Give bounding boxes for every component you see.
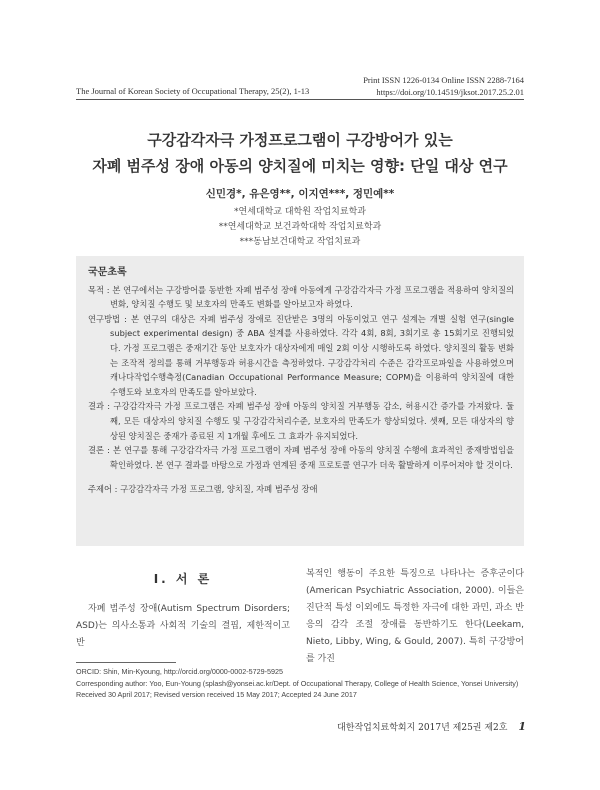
- section-title: Ⅰ. 서 론: [153, 572, 213, 586]
- affiliations: [0, 205, 600, 250]
- abstract-purpose: 목적 : 본 연구에서는 구강방어를 동반한 자폐 범주성 장애 아동에게 구강감각자극 가정 프로그램을 적용하여 양치질의 변화, 양치질 수행도 및 보호자의 만족도 변화를 알아보고자 하였다.: [88, 284, 514, 310]
- affiliation-2: **연세대학교 보건과학대학 작업치료학과: [218, 222, 382, 232]
- footnotes: [76, 666, 536, 701]
- abstract-keywords: 주제어 : 구강감각자극 가정 프로그램, 양치질, 자폐 범주성 장애: [88, 484, 318, 495]
- affiliation-1: *연세대학교 대학원 작업치료학과: [234, 207, 366, 217]
- abstract-results: 결과 : 구강감각자극 가정 프로그램은 자폐 범주성 장애 아동의 양치질 거부행동 감소, 허용시간 증가를 가져왔다. 둘째, 모든 대상자의 양치질 수행도 및 구강감각처리수준, 보호자의 만족도가 향상되었다. 셋째, 모든 대상자의 향상된 양치질은 중재가 종료된 지 1개월 후에도 그 효과가 유지되었다.: [88, 401, 514, 441]
- abstract-conclusion: 결론 : 본 연구를 통해 구강감각자극 가정 프로그램이 자폐 범주성 장애 아동의 양치질 수행에 효과적인 중재방법임을 확인하였다. 본 연구 결과를 바탕으로 가정과 연계된 중재 프로토콜 연구가 더욱 활발하게 이루어져야 할 것이다.: [88, 445, 514, 470]
- doi-link[interactable]: https://doi.org/10.14519/jksot.2017.25.2.01: [376, 87, 524, 97]
- abstract-box: [76, 256, 524, 546]
- title-line-2: 자폐 범주성 장애 아동의 양치질에 미치는 영향: 단일 대상 연구: [92, 157, 508, 175]
- title-line-1: 구강감각자극 가정프로그램이 구강방어가 있는: [147, 131, 453, 149]
- footnote-divider: [76, 662, 176, 663]
- issn-line: Print ISSN 1226-0134 Online ISSN 2288-7164: [363, 75, 524, 85]
- abstract-heading: 국문초록: [88, 267, 127, 278]
- orcid-note: ORCID: Shin, Min-Kyoung, http://orcid.org/0000-0002-5729-5925: [76, 667, 283, 676]
- footer-journal-name: 대한작업치료학회지 2017년 제25권 제2호: [337, 723, 508, 733]
- left-column: [76, 566, 290, 652]
- page-number: 1: [518, 720, 526, 733]
- journal-citation: The Journal of Korean Society of Occupational Therapy, 25(2), 1-13: [76, 86, 310, 96]
- paper-title: [60, 127, 540, 179]
- issn-doi-block: [363, 74, 524, 98]
- body-text-right: 복적인 행동이 주요한 특징으로 나타나는 증후군이다(American Psychiatric Association, 2000). 이들은 진단적 특성 이외에도 특정한 자극에 대한 과민, 과소 반응의 감각 조절 장애를 동반하기도 한다(Leekam, Nieto, Libby, Wing, & Gould, 2007). 특히 구강방어를 가진: [306, 569, 524, 664]
- page-footer: [337, 720, 526, 733]
- received-dates-note: Received 30 April 2017; Revised version received 15 May 2017; Accepted 24 June 2017: [76, 690, 357, 699]
- corresponding-author-note: Corresponding author: Yoo, Eun-Young (splash@yonsei.ac.kr/Dept. of Occupational Therapy, College of Health Science, Yonsei University): [76, 678, 519, 688]
- body-text-left: 자폐 범주성 장애(Autism Spectrum Disorders; ASD)는 의사소통과 사회적 기술의 결핍, 제한적이고 반: [76, 604, 290, 648]
- affiliation-3: ***동남보건대학교 작업치료과: [239, 237, 361, 247]
- author-list: 신민경*, 유은영**, 이지연***, 정민예**: [205, 188, 395, 200]
- abstract-methods: 연구방법 : 본 연구의 대상은 자폐 범주성 장애로 진단받은 3명의 아동이었고 연구 설계는 개별 실험 연구(single subject experimental design) 중 ABA 설계를 사용하였다. 각각 4회, 8회, 3회기로 총 15회기로 진행되었다. 가정 프로그램은 중재기간 동안 보호자가 대상자에게 매일 2회 이상 시행하도록 하였다. 양치질의 활동 변화는 조작적 정의를 통해 거부행동과 허용시간을 측정하였다. 구강감각처리 수준은 감각프로파일을 사용하였으며 캐나다작업수행측정(Canadian Occupational Performance Measure; COPM)을 이용하여 양치질에 대한 수행도와 보호자의 만족도를 알아보았다.: [88, 313, 514, 397]
- header-divider: [76, 99, 524, 100]
